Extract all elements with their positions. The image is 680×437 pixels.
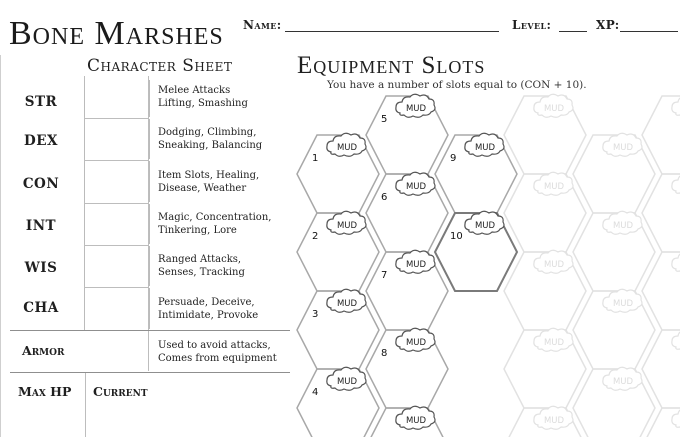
stat-int-label: INT (25, 218, 57, 234)
mud-label: MUD (612, 299, 634, 309)
equipment-slot-locked (642, 328, 680, 408)
mud-label: MUD (336, 377, 358, 387)
stat-desc-line: Magic, Concentration, (158, 212, 272, 223)
mud-label: MUD (543, 260, 565, 270)
equipment-slot-locked (642, 94, 680, 174)
hex-layer (297, 94, 680, 437)
mud-label: MUD (543, 182, 565, 192)
mud-label: MUD (336, 143, 358, 153)
mud-label: MUD (474, 221, 496, 231)
armor-label: Armor (22, 343, 65, 358)
equipment-slot-locked (642, 250, 680, 330)
stat-desc-line: Sneaking, Balancing (158, 140, 263, 151)
stat-cha-label: CHA (23, 300, 59, 316)
slot-number: 2 (312, 231, 319, 242)
equipment-slot[interactable] (366, 250, 448, 330)
equipment-slot-locked (504, 328, 586, 408)
mud-cloud-icon (672, 250, 680, 273)
equipment-slot[interactable] (435, 133, 517, 213)
slot-number: 6 (381, 192, 388, 203)
mud-cloud-icon (672, 328, 680, 351)
equipment-slot-locked (504, 94, 586, 174)
mud-label: MUD (543, 104, 565, 114)
slot-number: 5 (381, 114, 388, 125)
mud-label: MUD (405, 338, 427, 348)
mud-cloud-icon (672, 172, 680, 195)
mud-label: MUD (336, 299, 358, 309)
level-label: Level: (512, 18, 552, 32)
mud-label: MUD (405, 182, 427, 192)
mud-cloud-shape (672, 328, 680, 351)
mud-cloud-icon (672, 406, 680, 429)
equipment-slot[interactable] (297, 367, 379, 437)
slot-number: 4 (312, 387, 319, 398)
stat-desc-line: Tinkering, Lore (158, 225, 237, 236)
stat-con-label: CON (22, 176, 60, 192)
equipment-slot-locked (573, 133, 655, 213)
max-hp-label: Max HP (18, 384, 72, 399)
mud-label: MUD (405, 416, 427, 426)
character-sheet-title: Character Sheet (87, 56, 233, 76)
slot-number: 8 (381, 348, 388, 359)
slot-number: 7 (381, 270, 388, 281)
mud-label: MUD (543, 338, 565, 348)
equipment-slot-locked (504, 250, 586, 330)
mud-label: MUD (612, 221, 634, 231)
mud-cloud-shape (672, 172, 680, 195)
armor-desc-line: Used to avoid attacks, (158, 340, 271, 351)
equipment-slot[interactable] (297, 133, 379, 213)
mud-cloud-shape (672, 406, 680, 429)
equipment-subtitle: You have a number of slots equal to (CON + 10). (327, 79, 587, 91)
slot-number: 3 (312, 309, 319, 320)
stat-desc-line: Lifting, Smashing (158, 98, 248, 109)
mud-cloud-shape (672, 94, 680, 117)
mud-label: MUD (612, 143, 634, 153)
stat-desc-line: Senses, Tracking (158, 267, 245, 278)
equipment-slot[interactable] (366, 328, 448, 408)
name-label: Name: (243, 18, 282, 32)
equipment-slot-locked (642, 172, 680, 252)
current-hp-label: Current (93, 384, 148, 399)
mud-label: MUD (543, 416, 565, 426)
xp-label: XP: (596, 18, 620, 32)
stat-wis-label: WIS (24, 260, 58, 276)
equipment-slot[interactable] (435, 211, 517, 291)
stat-desc-line: Item Slots, Healing, (158, 170, 260, 181)
equipment-slot-locked (573, 211, 655, 291)
stat-desc-line: Persuade, Deceive, (158, 297, 255, 308)
mud-label: MUD (405, 104, 427, 114)
stat-dex-label: DEX (24, 133, 58, 149)
stat-desc-line: Intimidate, Provoke (158, 310, 259, 321)
stat-str-label: STR (24, 94, 58, 110)
equipment-title: Equipment Slots (297, 52, 486, 79)
page-title: Bone Marshes (9, 15, 224, 52)
slot-number: 1 (312, 153, 319, 164)
equipment-slot[interactable] (297, 289, 379, 369)
stat-desc-line: Dodging, Climbing, (158, 127, 257, 138)
stat-desc-line: Disease, Weather (158, 183, 247, 194)
equipment-slot-locked (573, 367, 655, 437)
armor-desc-line: Comes from equipment (158, 353, 277, 364)
equipment-slot[interactable] (366, 172, 448, 252)
slot-number: 9 (450, 153, 457, 164)
mud-label: MUD (612, 377, 634, 387)
equipment-slot-locked (504, 172, 586, 252)
equipment-slot-locked (573, 289, 655, 369)
mud-label: MUD (336, 221, 358, 231)
stat-desc-line: Melee Attacks (158, 85, 231, 96)
stat-desc-line: Ranged Attacks, (158, 254, 242, 265)
slot-number: 10 (450, 231, 463, 242)
mud-cloud-icon (672, 94, 680, 117)
equipment-slot[interactable] (366, 94, 448, 174)
mud-cloud-shape (672, 250, 680, 273)
mud-label: MUD (405, 260, 427, 270)
mud-label: MUD (474, 143, 496, 153)
equipment-slot[interactable] (297, 211, 379, 291)
